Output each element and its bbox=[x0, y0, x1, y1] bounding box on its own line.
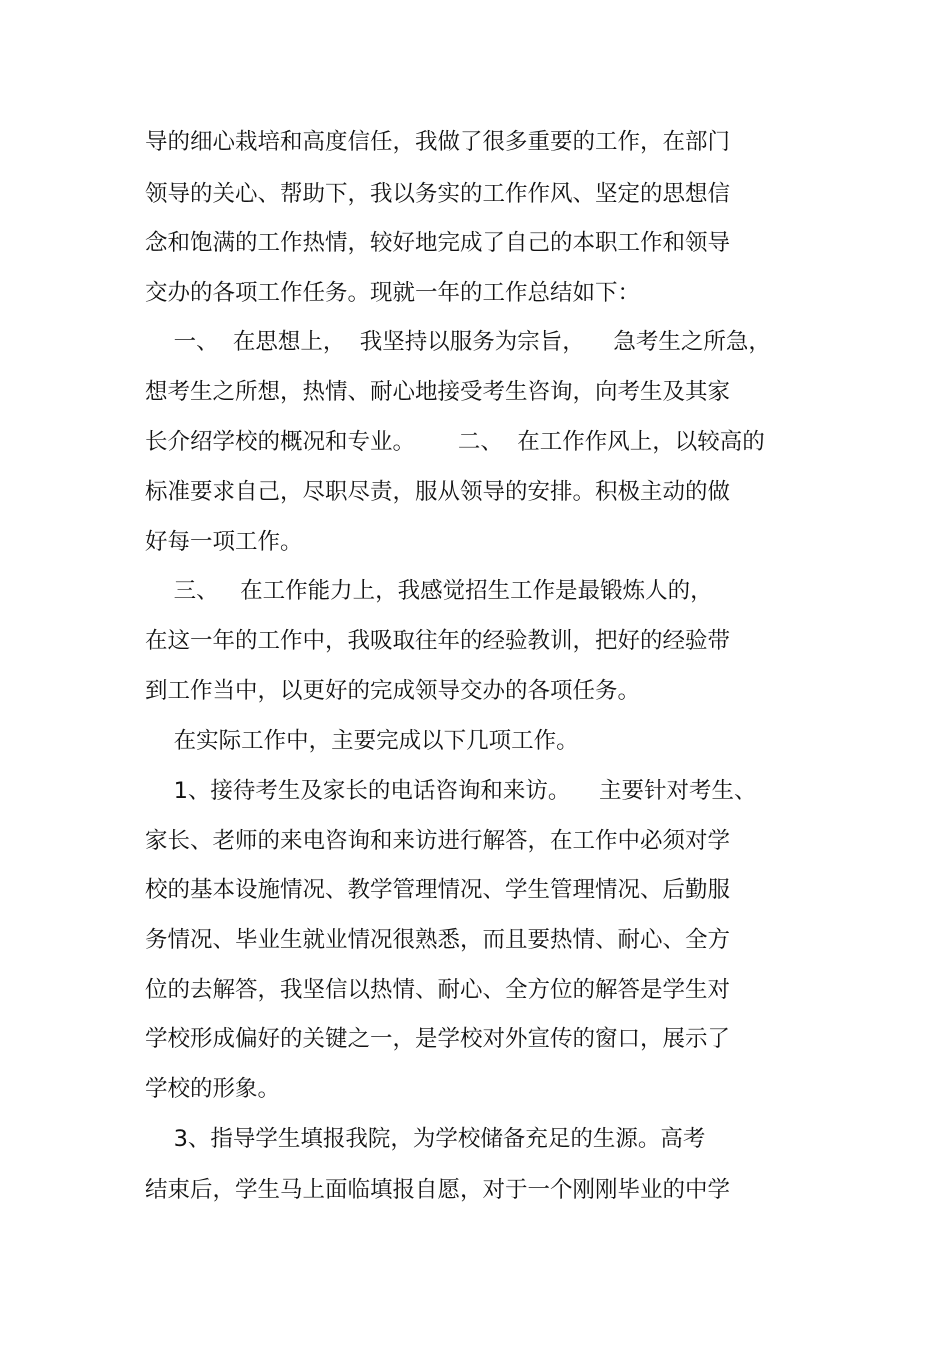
paragraph-line: 标准要求自己，尽职尽责，服从领导的安排。积极主动的做 bbox=[145, 479, 731, 505]
paragraph-line: 三、 在工作能力上，我感觉招生工作是最锻炼人的， bbox=[145, 578, 713, 604]
paragraph-line: 想考生之所想，热情、耐心地接受考生咨询，向考生及其家 bbox=[145, 379, 731, 405]
paragraph-line: 学校的形象。 bbox=[145, 1076, 281, 1102]
paragraph-line: 1、接待考生及家长的电话咨询和来访。 主要针对考生、 bbox=[145, 778, 757, 804]
paragraph-line: 领导的关心、帮助下，我以务实的工作作风、坚定的思想信 bbox=[145, 181, 731, 207]
paragraph-line: 位的去解答，我坚信以热情、耐心、全方位的解答是学生对 bbox=[145, 977, 731, 1003]
paragraph-line: 3、指导学生填报我院，为学校储备充足的生源。高考 bbox=[145, 1126, 706, 1152]
paragraph-line: 到工作当中，以更好的完成领导交办的各项任务。 bbox=[145, 678, 641, 704]
paragraph-line: 家长、老师的来电咨询和来访进行解答，在工作中必须对学 bbox=[145, 828, 731, 854]
paragraph-line: 长介绍学校的概况和专业。 二、 在工作作风上，以较高的 bbox=[145, 429, 765, 455]
paragraph-line: 学校形成偏好的关键之一，是学校对外宣传的窗口，展示了 bbox=[145, 1026, 731, 1052]
paragraph-line: 校的基本设施情况、教学管理情况、学生管理情况、后勤服 bbox=[145, 877, 731, 903]
paragraph-line: 好每一项工作。 bbox=[145, 529, 303, 555]
paragraph-line: 在这一年的工作中，我吸取往年的经验教训，把好的经验带 bbox=[145, 628, 731, 654]
paragraph-line: 在实际工作中，主要完成以下几项工作。 bbox=[145, 728, 579, 754]
paragraph-line: 一、 在思想上， 我坚持以服务为宗旨， 急考生之所急， bbox=[145, 329, 771, 355]
paragraph-line: 交办的各项工作任务。现就一年的工作总结如下： bbox=[145, 280, 641, 306]
paragraph-line: 结束后，学生马上面临填报自愿，对于一个刚刚毕业的中学 bbox=[145, 1177, 731, 1203]
paragraph-line: 务情况、毕业生就业情况很熟悉，而且要热情、耐心、全方 bbox=[145, 927, 731, 953]
paragraph-line: 导的细心栽培和高度信任，我做了很多重要的工作，在部门 bbox=[145, 129, 731, 155]
paragraph-line: 念和饱满的工作热情，较好地完成了自己的本职工作和领导 bbox=[145, 230, 731, 256]
